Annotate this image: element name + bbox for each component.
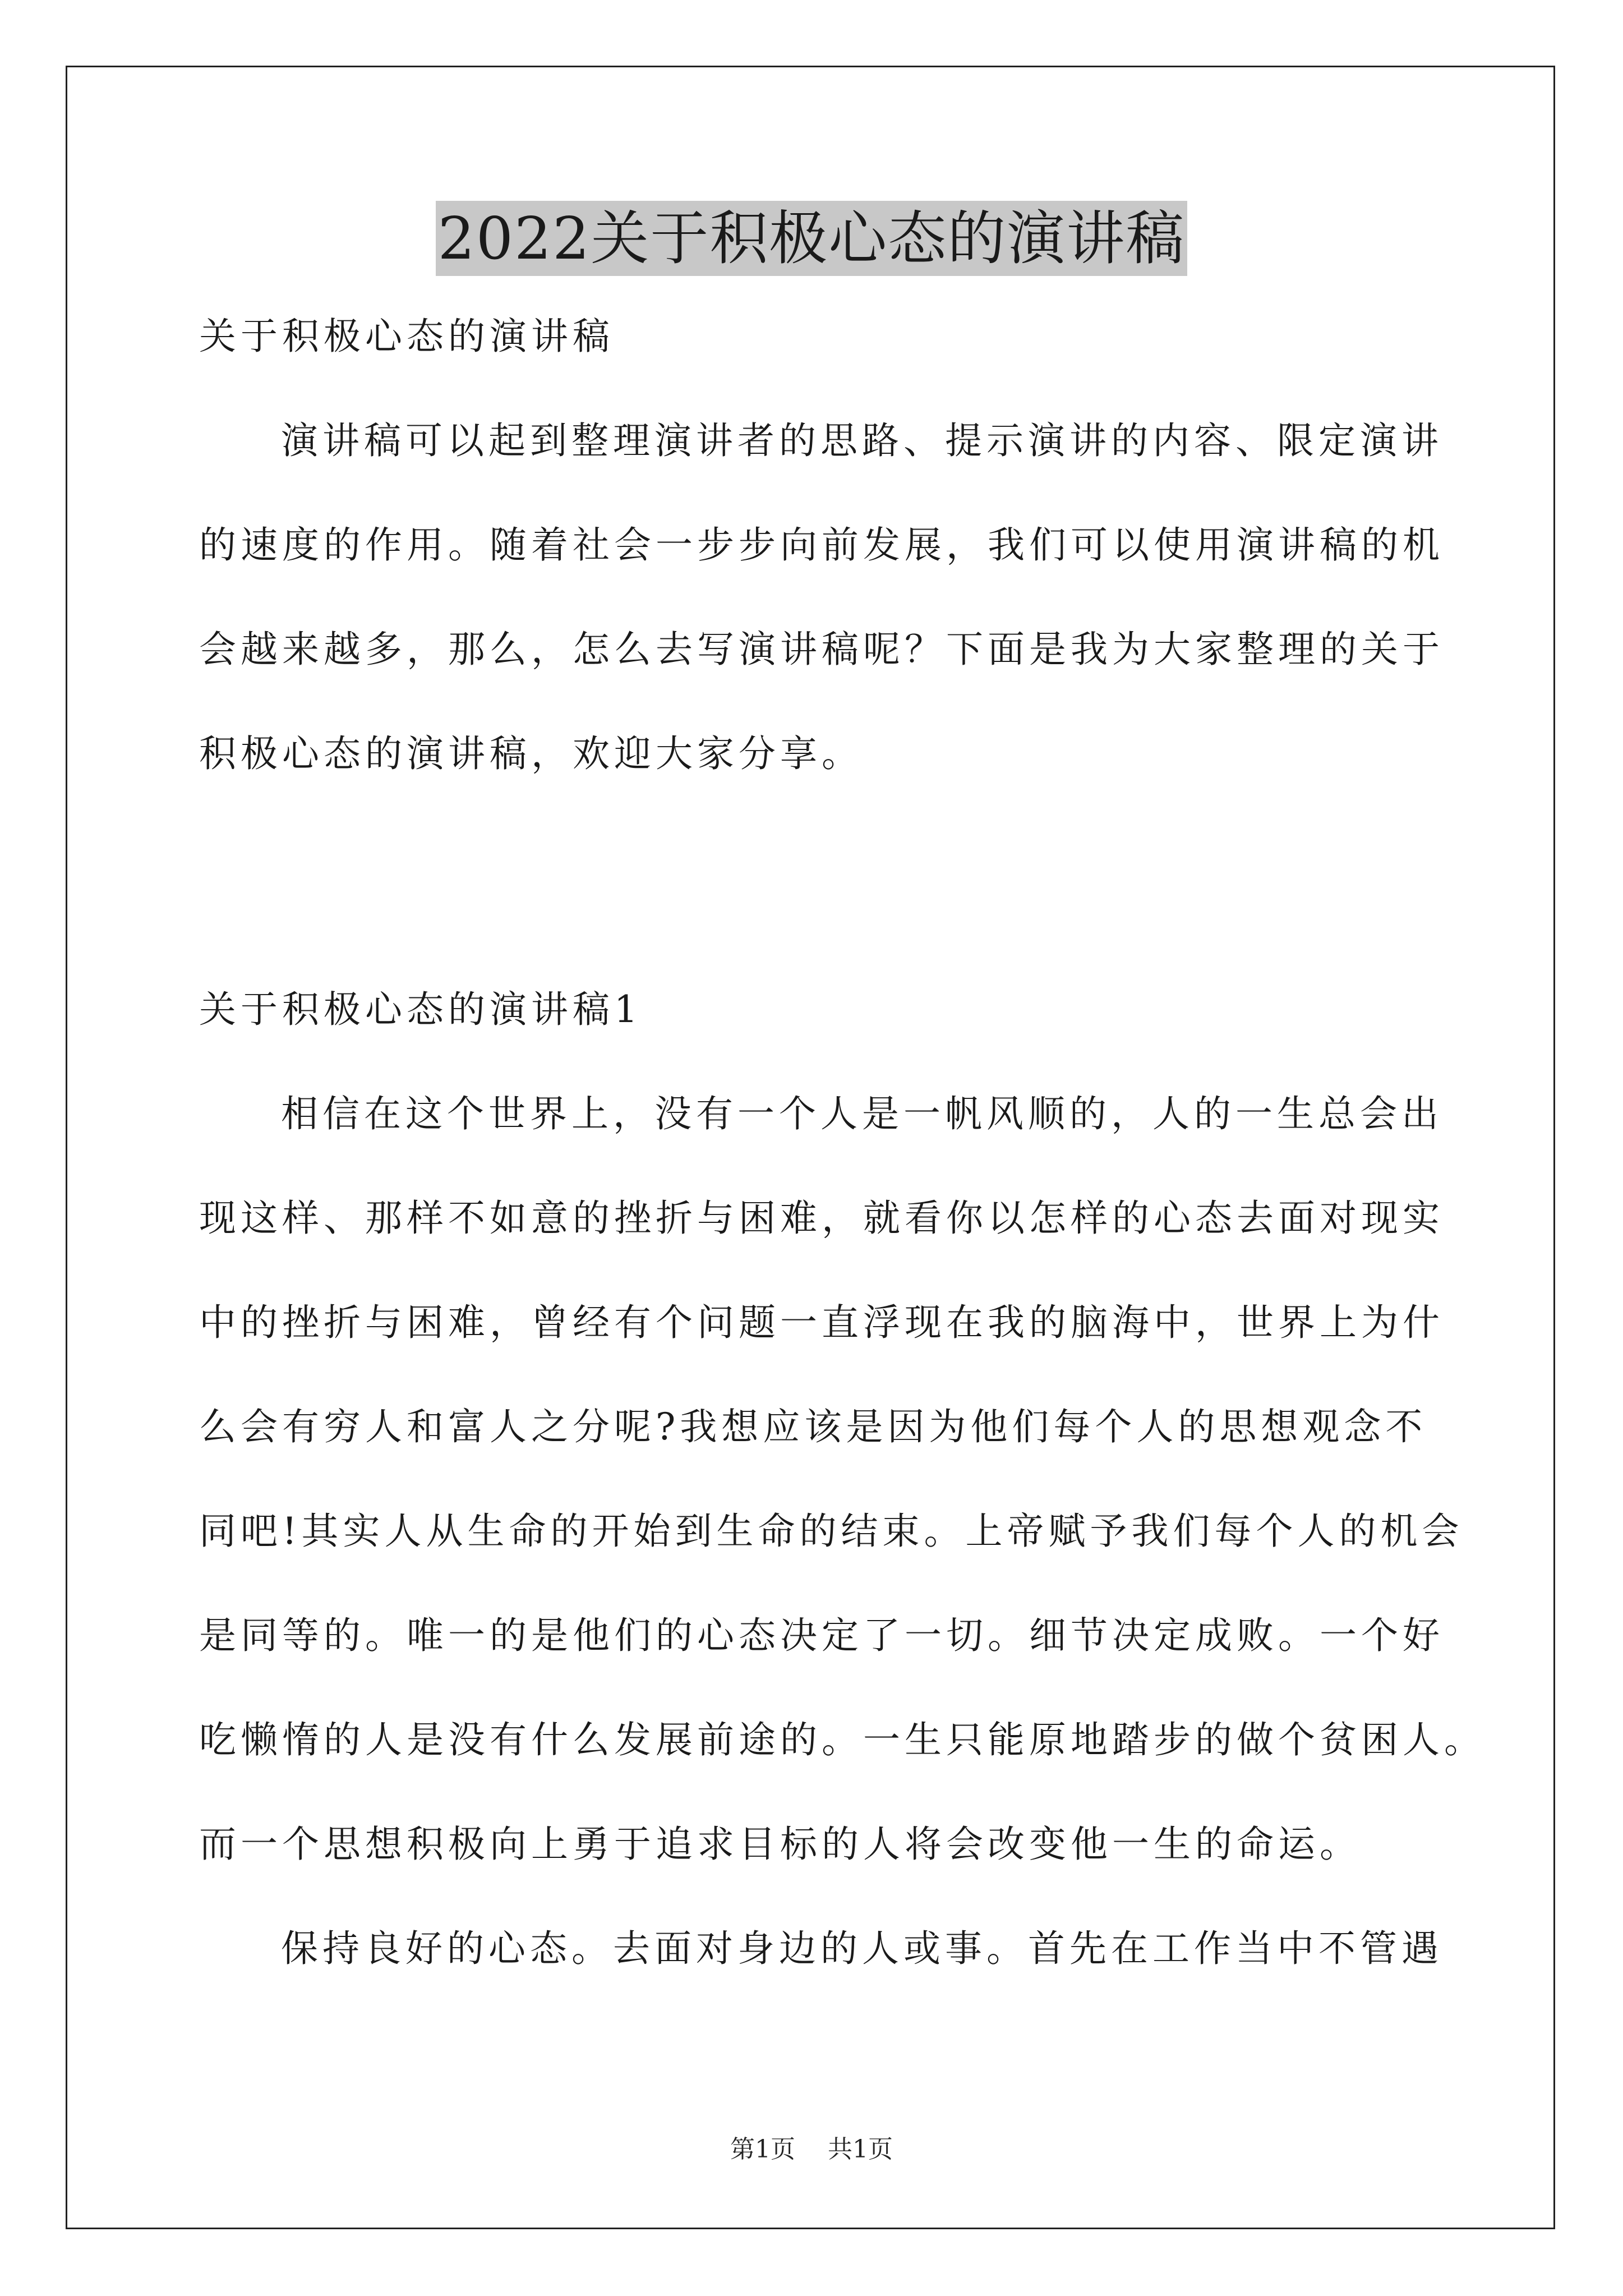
paragraph-line: 保持良好的心态。去面对身边的人或事。首先在工作当中不管遇 [281, 1927, 1443, 1970]
document-title [0, 199, 1623, 278]
paragraph-line: 中的挫折与困难，曾经有个问题一直浮现在我的脑海中，世界上为什 [199, 1301, 1444, 1344]
paragraph-line: 是同等的。唯一的是他们的心态决定了一切。细节决定成败。一个好 [199, 1614, 1444, 1657]
paragraph-line: 的速度的作用。随着社会一步步向前发展，我们可以使用演讲稿的机 [199, 523, 1444, 567]
paragraph-line: 相信在这个世界上，没有一个人是一帆风顺的，人的一生总会出 [281, 1092, 1443, 1135]
page-border [66, 66, 1555, 2229]
page-footer [0, 2129, 1623, 2165]
paragraph-line: 会越来越多，那么，怎么去写演讲稿呢？下面是我为大家整理的关于 [199, 628, 1444, 671]
page-number-current: 第1页 [730, 2135, 795, 2164]
paragraph-line: 现这样、那样不如意的挫折与困难，就看你以怎样的心态去面对现实 [199, 1197, 1444, 1240]
page-number-total: 共1页 [828, 2135, 893, 2164]
paragraph-line: 演讲稿可以起到整理演讲者的思路、提示演讲的内容、限定演讲 [281, 419, 1443, 462]
paragraph-line: 吃懒惰的人是没有什么发展前途的。一生只能原地踏步的做个贫困人。 [199, 1718, 1486, 1761]
paragraph-line: 积极心态的演讲稿，欢迎大家分享。 [199, 732, 863, 775]
paragraph-line: 同吧!其实人从生命的开始到生命的结束。上帝赋予我们每个人的机会 [199, 1510, 1464, 1553]
section-heading: 关于积极心态的演讲稿 [199, 315, 614, 358]
paragraph-line: 么会有穷人和富人之分呢?我想应该是因为他们每个人的思想观念不 [199, 1405, 1427, 1448]
paragraph-line: 而一个思想积极向上勇于追求目标的人将会改变他一生的命运。 [199, 1823, 1361, 1866]
section-heading: 关于积极心态的演讲稿1 [199, 988, 642, 1031]
document-title-text: 2022关于积极心态的演讲稿 [436, 201, 1188, 276]
